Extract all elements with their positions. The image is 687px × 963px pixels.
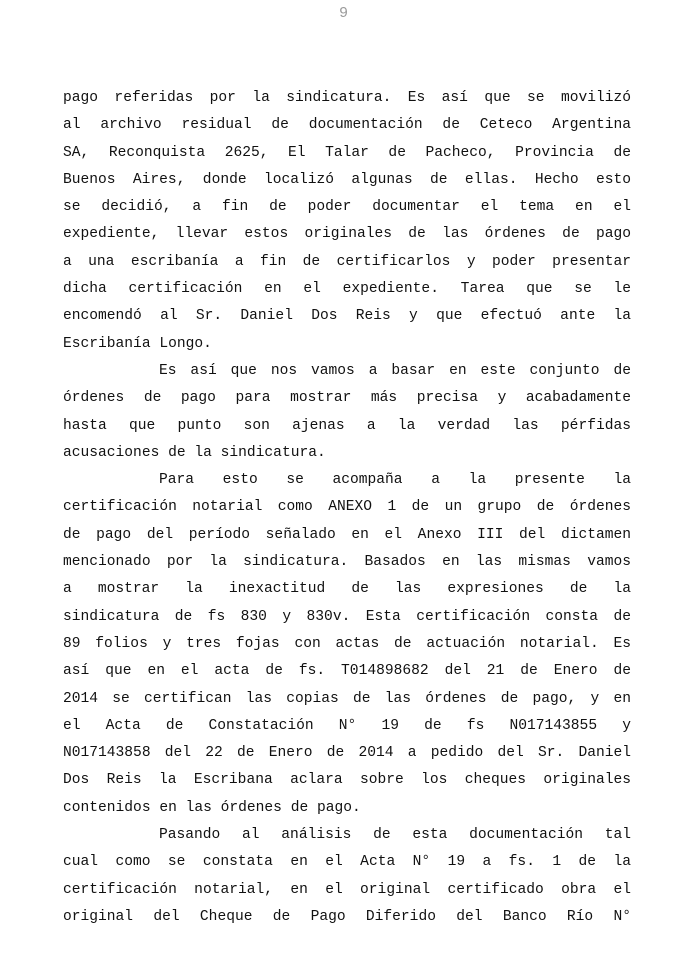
text-line: se decidió, a fin de poder documentar el tema en el [63,199,631,216]
text-line: pago referidas por la sindicatura. Es así que se movilizó [63,90,631,106]
text-line: de pago del período señalado en el Anexo III del dictamen [63,526,631,543]
text-line: el Acta de Constatación N° 19 de fs N017143855 y [63,717,631,734]
document-body [63,85,631,931]
text-line: Es así que nos vamos a basar en este conjunto de [159,362,631,379]
page-number: 9 [339,4,348,21]
text-line: acusaciones de la sindicatura. [63,444,326,461]
text-line: original del Cheque de Pago Diferido del Banco Río N° [63,908,631,925]
text-line: contenidos en las órdenes de pago. [63,799,361,816]
text-line: certificación notarial como ANEXO 1 de un grupo de órdenes [63,499,631,516]
text-line: Para esto se acompaña a la presente la [159,472,631,489]
text-line: mencionado por la sindicatura. Basados en las mismas vamos [63,554,631,571]
text-line: a una escribanía a fin de certificarlos y poder presentar [63,253,631,270]
text-line: 89 folios y tres fojas con actas de actuación notarial. Es [63,635,631,652]
text-line: Buenos Aires, donde localizó algunas de ellas. Hecho esto [63,171,631,188]
text-line: órdenes de pago para mostrar más precisa y acabadamente [63,390,631,407]
text-line: hasta que punto son ajenas a la verdad las pérfidas [63,417,631,434]
text-line: N017143858 del 22 de Enero de 2014 a pedido del Sr. Daniel [63,745,631,762]
text-line: a mostrar la inexactitud de las expresiones de la [63,581,631,598]
text-line: Dos Reis la Escribana aclara sobre los cheques originales [63,772,631,789]
text-line: Escribanía Longo. [63,335,212,352]
text-line: al archivo residual de documentación de Ceteco Argentina [63,117,631,134]
text-line: cual como se constata en el Acta N° 19 a fs. 1 de la [63,854,631,871]
text-line: así que en el acta de fs. T014898682 del 21 de Enero de [63,663,631,680]
text-line: sindicatura de fs 830 y 830v. Esta certificación consta de [63,608,631,625]
text-line: Pasando al análisis de esta documentación tal [159,827,631,844]
text-line: expediente, llevar estos originales de las órdenes de pago [63,226,631,243]
text-line: dicha certificación en el expediente. Tarea que se le [63,281,631,298]
text-line: certificación notarial, en el original certificado obra el [63,881,631,898]
text-line: SA, Reconquista 2625, El Talar de Pacheco, Provincia de [63,144,631,161]
text-line: 2014 se certifican las copias de las órdenes de pago, y en [63,690,631,707]
text-line: encomendó al Sr. Daniel Dos Reis y que efectuó ante la [63,308,631,325]
